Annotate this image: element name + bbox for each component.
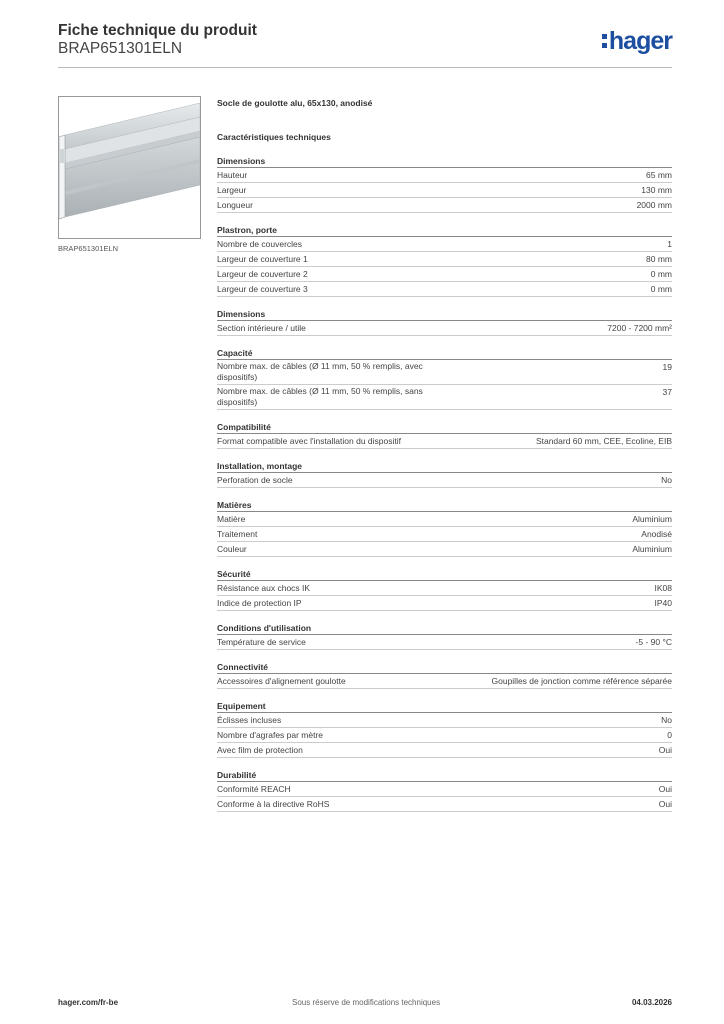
spec-label: Largeur de couverture 3 [217, 284, 308, 294]
spec-label: Largeur de couverture 2 [217, 269, 308, 279]
footer-disclaimer: Sous réserve de modifications techniques [292, 998, 441, 1007]
spec-value: -5 - 90 °C [635, 637, 672, 647]
spec-label: Traitement [217, 529, 258, 539]
spec-value: Aluminium [632, 544, 672, 554]
header-divider [58, 67, 672, 68]
section-title: Compatibilité [217, 420, 672, 434]
spec-row [217, 743, 672, 758]
spec-row [217, 512, 672, 527]
document-title: Fiche technique du produit [58, 22, 257, 39]
spec-section [217, 567, 672, 611]
product-image [58, 96, 201, 239]
spec-row [217, 360, 672, 385]
spec-section [217, 660, 672, 689]
spec-value: 19 [662, 362, 672, 372]
spec-label: Température de service [217, 637, 306, 647]
spec-row [217, 183, 672, 198]
spec-row [217, 434, 672, 449]
spec-row [217, 168, 672, 183]
spec-row [217, 542, 672, 557]
section-title: Plastron, porte [217, 223, 672, 237]
spec-value: Anodisé [641, 529, 672, 539]
section-title: Sécurité [217, 567, 672, 581]
spec-row [217, 237, 672, 252]
image-caption: BRAP651301ELN [58, 244, 119, 253]
spec-section [217, 154, 672, 213]
spec-row [217, 473, 672, 488]
spec-label: Matière [217, 514, 246, 524]
spec-value: 0 mm [650, 284, 672, 294]
spec-section [217, 420, 672, 449]
spec-label: Section intérieure / utile [217, 323, 306, 333]
product-reference: BRAP651301ELN [58, 40, 183, 57]
footer-website: hager.com/fr-be [58, 998, 119, 1007]
spec-label: Avec film de protection [217, 745, 303, 755]
spec-value: 65 mm [646, 170, 672, 180]
spec-label: Couleur [217, 544, 247, 554]
spec-row [217, 252, 672, 267]
spec-row [217, 782, 672, 797]
spec-value: 7200 - 7200 mm² [607, 323, 672, 333]
spec-row [217, 635, 672, 650]
document-header [58, 22, 257, 58]
spec-section [217, 459, 672, 488]
logo-dots-icon [602, 34, 607, 48]
section-title: Dimensions [217, 307, 672, 321]
spec-value: Aluminium [632, 514, 672, 524]
spec-section [217, 621, 672, 650]
spec-label: Indice de protection IP [217, 598, 302, 608]
spec-label: Nombre max. de câbles (Ø 11 mm, 50 % remplis, sans dispositifs) [217, 386, 423, 407]
spec-label: Éclisses incluses [217, 715, 282, 725]
spec-label: Conforme à la directive RoHS [217, 799, 330, 809]
spec-value: 0 mm [650, 269, 672, 279]
spec-label: Hauteur [217, 170, 248, 180]
spec-value: 0 [667, 730, 672, 740]
spec-row [217, 797, 672, 812]
spec-value: 80 mm [646, 254, 672, 264]
spec-row [217, 198, 672, 213]
spec-section [217, 699, 672, 758]
spec-section [217, 346, 672, 410]
section-title: Matières [217, 498, 672, 512]
spec-row [217, 581, 672, 596]
spec-row [217, 321, 672, 336]
spec-section [217, 768, 672, 812]
footer-date: 04.03.2026 [631, 998, 672, 1007]
spec-value: Oui [658, 799, 672, 809]
spec-label: Nombre de couvercles [217, 239, 303, 249]
spec-value: Oui [658, 745, 672, 755]
spec-row [217, 596, 672, 611]
spec-row [217, 267, 672, 282]
spec-label: Format compatible avec l'installation du dispositif [217, 436, 401, 446]
spec-label: Largeur [217, 185, 247, 195]
spec-value: 1 [667, 239, 672, 249]
spec-value: Oui [658, 784, 672, 794]
section-title: Dimensions [217, 154, 672, 168]
spec-value: Goupilles de jonction comme référence séparée [491, 676, 672, 686]
spec-value: No [661, 475, 672, 485]
spec-sections [217, 154, 672, 812]
spec-label: Largeur de couverture 1 [217, 254, 308, 264]
spec-label: Nombre max. de câbles (Ø 11 mm, 50 % remplis, avec dispositifs) [217, 361, 423, 382]
spec-label: Conformité REACH [217, 784, 291, 794]
spec-value: IK08 [654, 583, 672, 593]
spec-content [217, 96, 672, 822]
spec-row [217, 713, 672, 728]
spec-value: No [661, 715, 672, 725]
spec-value: Standard 60 mm, CEE, Ecoline, EIB [535, 436, 672, 446]
product-name: Socle de goulotte alu, 65x130, anodisé [217, 98, 373, 108]
cable-trunking-profile-image [59, 97, 200, 238]
spec-label: Nombre d'agrafes par mètre [217, 730, 324, 740]
spec-label: Longueur [217, 200, 253, 210]
section-title: Equipement [217, 699, 672, 713]
section-title: Capacité [217, 346, 672, 360]
spec-section [217, 307, 672, 336]
section-title: Conditions d'utilisation [217, 621, 672, 635]
section-title: Connectivité [217, 660, 672, 674]
spec-row [217, 674, 672, 689]
spec-row [217, 282, 672, 297]
spec-label: Accessoires d'alignement goulotte [217, 676, 346, 686]
spec-value: 37 [662, 387, 672, 397]
hager-logo [602, 26, 672, 56]
spec-row [217, 728, 672, 743]
spec-value: 2000 mm [636, 200, 672, 210]
spec-section [217, 498, 672, 557]
spec-section [217, 223, 672, 297]
spec-label: Perforation de socle [217, 475, 293, 485]
spec-row [217, 385, 672, 410]
spec-value: 130 mm [641, 185, 672, 195]
spec-row [217, 527, 672, 542]
section-title: Durabilité [217, 768, 672, 782]
spec-value: IP40 [654, 598, 672, 608]
section-title: Installation, montage [217, 459, 672, 473]
spec-label: Résistance aux chocs IK [217, 583, 311, 593]
tech-characteristics-heading: Caractéristiques techniques [217, 132, 331, 142]
logo-text: hager [608, 27, 672, 55]
